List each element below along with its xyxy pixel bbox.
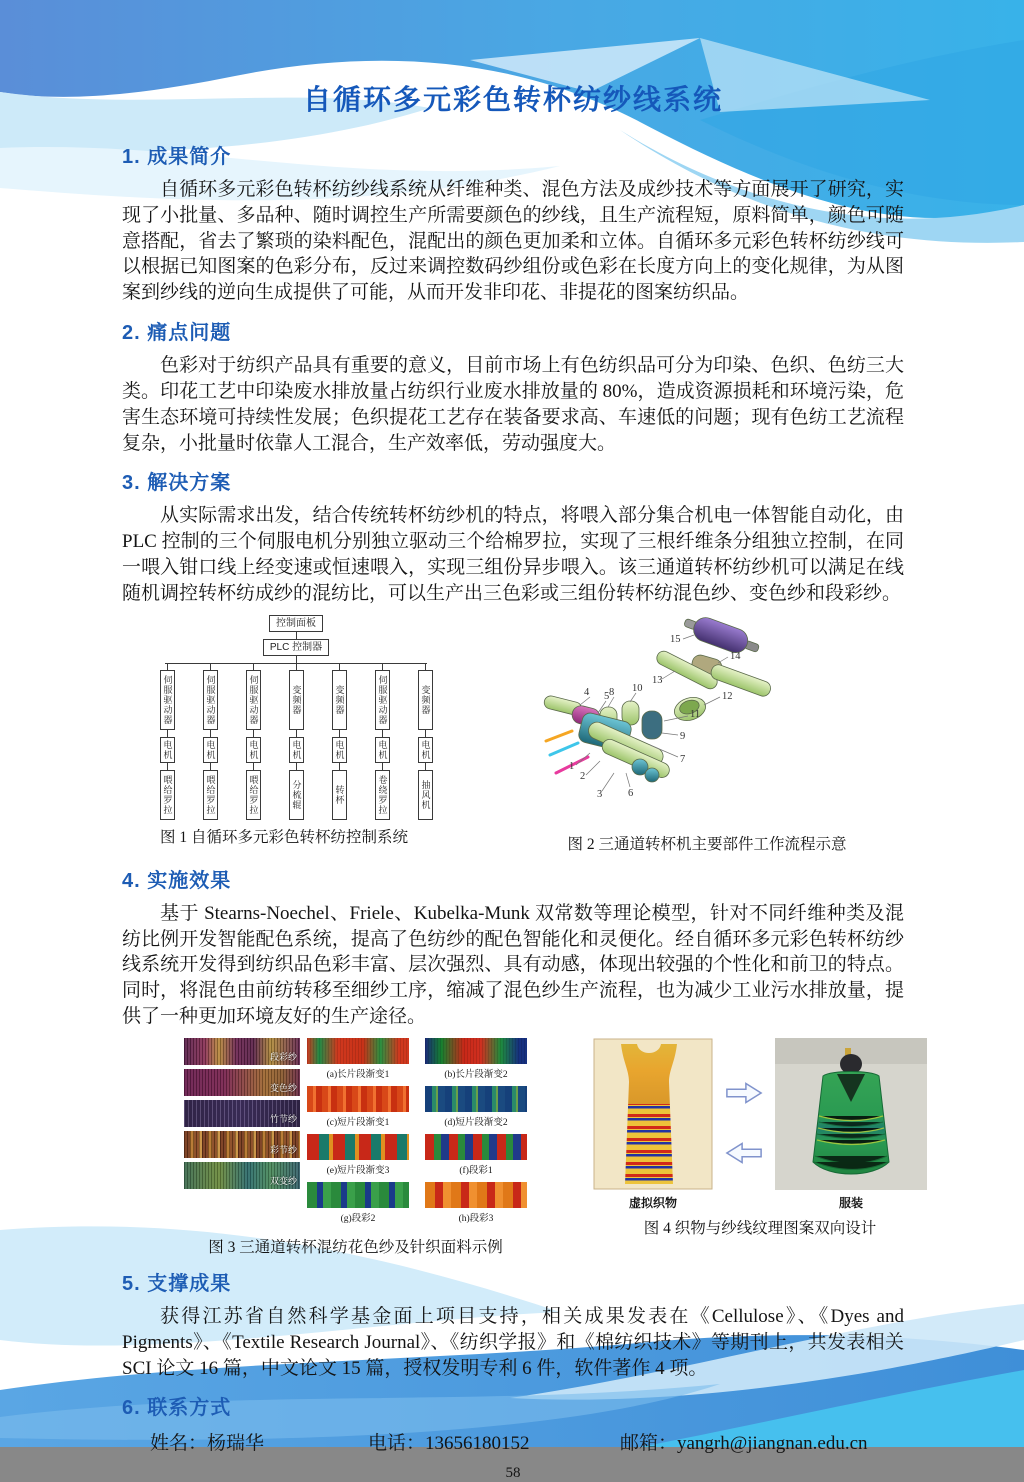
garment-photo (775, 1038, 927, 1190)
figure-1 (122, 615, 446, 847)
section-heading-5: 5. 支撑成果 (122, 1272, 232, 1295)
diagram-column (191, 663, 229, 820)
yarn-photo (184, 1069, 300, 1096)
diagram-box-load: 转杯 (332, 770, 347, 820)
yarn-label: 竹节纱 (269, 1113, 297, 1124)
machine-parts (543, 611, 773, 782)
garment-label: 服装 (838, 1195, 863, 1210)
part-number: 8 (609, 686, 615, 698)
section-heading-3: 3. 解决方案 (122, 472, 232, 495)
gear-2 (645, 768, 659, 782)
figure-3 (184, 1038, 527, 1257)
diagram-box-driver: 变频器 (289, 670, 304, 730)
diagram-box-load: 喂给罗拉 (246, 770, 261, 820)
fabric-swatch (307, 1086, 409, 1112)
swatch-caption: (b)长片段渐变2 (444, 1069, 508, 1080)
diagram-bus-line (165, 663, 427, 664)
diagram-connector (296, 656, 297, 663)
diagram-columns (146, 663, 446, 820)
diagram-box-load: 分梳辊 (289, 770, 304, 820)
part-number: 10 (632, 682, 643, 694)
diagram-box-load: 喂给罗拉 (203, 770, 218, 820)
part-number: 11 (690, 708, 701, 720)
diagram-box-motor: 电机 (375, 737, 390, 763)
contact-phone: 电话：13656180152 (368, 1433, 530, 1455)
diagram-box-motor: 电机 (203, 737, 218, 763)
part-number: 3 (597, 788, 603, 800)
yarn-photo (184, 1038, 300, 1065)
part-number: 5 (604, 690, 610, 702)
diagram-column (234, 663, 272, 820)
diagram-column (277, 663, 315, 820)
yarn-photo (184, 1100, 300, 1127)
diagram-box-motor: 电机 (160, 737, 175, 763)
part-number: 13 (652, 674, 663, 686)
fabric-swatch (307, 1182, 409, 1208)
figure-row-1 (122, 615, 904, 854)
section-heading-4: 4. 实施效果 (122, 869, 232, 892)
figure-4 (593, 1038, 927, 1238)
fabric-swatch (307, 1134, 409, 1160)
part-number: 2 (580, 770, 586, 782)
part-number: 4 (584, 686, 590, 698)
delivery-shaft-2 (709, 663, 772, 698)
virtual-fabric-item (593, 1038, 713, 1211)
figure-row-2 (122, 1038, 904, 1257)
figure-2 (542, 615, 872, 854)
diagram-box-control-panel: 控制面板 (269, 615, 323, 632)
section-2-paragraph: 色彩对于纺织产品具有重要的意义，目前市场上有色纺织品可分为印染、色织、色纺三大类。印花工艺中印染废水排放量占纺织行业废水排放量的 80%，造成资源损耗和环境污染，危害生态环境可持续性发展；色织提花工艺存在装备要求高、车速低的问题；现有色纺工艺流程复杂，小批量时依靠人工混合，生产效率低，劳动强度大。 (122, 355, 904, 454)
diagram-column (363, 663, 401, 820)
yarn-photo (184, 1131, 300, 1158)
section-1-paragraph: 自循环多元彩色转杯纺纱线系统从纤维种类、混色方法及成纱技术等方面展开了研究，实现了小批量、多品种、随时调控生产所需要颜色的纱线，且生产流程短，原料简单，颜色可随意搭配，省去了繁琐的染料配色，混配出的颜色更加柔和立体。自循环多元彩色转杯纺纱线可以根据已知图案的色彩分布，反过来调控数码纱组份或色彩在长度方向上的变化规律，为从图案到纱线的逆向生成提供了可能，从而开发非印花、非提花的图案纺织品。 (122, 179, 904, 304)
fabric-swatch-column (307, 1038, 409, 1230)
section-5-paragraph: 获得江苏省自然科学基金面上项目支持，相关成果发表在《Cellulose》、《Dyes and Pigments》、《Textile Research Journal》、《纺织学报》和《棉纺织技术》等期刊上，共发表相关 SCI 论文 16 篇，中文论文 15 篇，授权发明专利 6 件，软件著作 4 项。 (122, 1305, 904, 1379)
fabric-swatch (425, 1038, 527, 1064)
part-number: 9 (680, 730, 686, 742)
diagram-box-driver: 变频器 (332, 670, 347, 730)
figure-2-machine-diagram (542, 615, 872, 827)
figure-2-caption: 图 2 三通道转杯机主要部件工作流程示意 (567, 835, 847, 853)
diagram-column (320, 663, 358, 820)
diagram-box-motor: 电机 (246, 737, 261, 763)
contact-name: 姓名：杨瑞华 (150, 1433, 265, 1455)
bidirectional-arrows (725, 1080, 763, 1166)
contact-row (150, 1428, 904, 1455)
figure-1-control-diagram (146, 615, 446, 820)
swatch-caption: (g)段彩2 (340, 1213, 376, 1224)
fabric-swatch-columns (307, 1038, 527, 1230)
yarn-label: 段彩纱 (269, 1051, 297, 1062)
right-arrow-icon (725, 1080, 763, 1106)
figure-1-caption: 图 1 自循环多元彩色转杯纺控制系统 (159, 828, 408, 846)
contact-email: 邮箱：yangrh@jiangnan.edu.cn (620, 1433, 868, 1455)
swatch-caption: (h)段彩3 (458, 1213, 494, 1224)
swatch-caption: (a)长片段渐变1 (326, 1069, 390, 1080)
swatch-caption: (d)短片段渐变2 (444, 1117, 508, 1128)
section-heading-6: 6. 联系方式 (122, 1397, 232, 1420)
yarn-photo (184, 1162, 300, 1189)
diagram-box-motor: 电机 (418, 737, 433, 763)
section-4-paragraph: 基于 Stearns-Noechel、Friele、Kubelka-Munk 双常数等理论模型，针对不同纤维种类及混纺比例开发智能配色系统，提高了色纺纱的配色智能化和灵便化。经自循环多元彩色转杯纺纱线系统开发得到纺织品色彩丰富、层次强烈、具有动感，体现出较强的个性化和前卫的特点。同时，将混色由前纺转移至细纱工序，缩减了混色纱生产流程，也为减少工业污水排放量，提供了一种更加环境友好的生产途径。 (122, 902, 904, 1028)
diagram-column (406, 663, 444, 820)
figure-3-caption: 图 3 三通道转杯混纺花色纱及针织面料示例 (208, 1238, 503, 1256)
part-number: 7 (680, 753, 686, 765)
virtual-fabric-image (593, 1038, 713, 1190)
diagram-box-driver: 伺服驱动器 (160, 670, 175, 730)
diagram-box-driver: 变频器 (418, 670, 433, 730)
part-number: 6 (628, 787, 634, 799)
diagram-box-motor: 电机 (289, 737, 304, 763)
fabric-swatch (307, 1038, 409, 1064)
left-arrow-icon (725, 1140, 763, 1166)
cyan-arrow-icon (550, 743, 578, 755)
part-number: 12 (722, 690, 733, 702)
diagram-box-plc: PLC 控制器 (263, 639, 329, 656)
swatch-caption: (f)段彩1 (459, 1165, 493, 1176)
diagram-box-driver: 伺服驱动器 (246, 670, 261, 730)
figure-3-grid (184, 1038, 527, 1230)
yarn-label: 双变纱 (269, 1175, 297, 1186)
figure-4-caption: 图 4 织物与纱线纹理图案双向设计 (643, 1219, 877, 1237)
garment-photo-item (775, 1038, 927, 1211)
fabric-swatch-column (425, 1038, 527, 1230)
virtual-fabric-label: 虚拟织物 (628, 1195, 677, 1210)
page-number: 58 (505, 1465, 521, 1482)
diagram-box-load: 喂给罗拉 (160, 770, 175, 820)
orange-arrow-icon (546, 731, 572, 741)
fabric-swatch (425, 1134, 527, 1160)
diagram-box-driver: 伺服驱动器 (203, 670, 218, 730)
figure-4-row (593, 1038, 927, 1211)
part-number: 15 (670, 633, 681, 645)
fabric-swatch (425, 1086, 527, 1112)
diagram-column (148, 663, 186, 820)
yarn-label: 彩节纱 (269, 1144, 297, 1155)
diagram-box-driver: 伺服驱动器 (375, 670, 390, 730)
yarn-label: 变色纱 (269, 1082, 297, 1093)
part-number: 14 (730, 650, 741, 662)
section-heading-1: 1. 成果简介 (122, 146, 232, 168)
diagram-connector (296, 632, 297, 639)
diagram-box-motor: 电机 (332, 737, 347, 763)
section-3-paragraph: 从实际需求出发，结合传统转杯纺纱机的特点，将喂入部分集合机电一体智能自动化，由 PLC 控制的三个伺服电机分别独立驱动三个给棉罗拉，实现了三根纤维条分组独立控制，在同一喂入钳口线上经变速或恒速喂入，实现三组份异步喂入。该三通道转杯纺纱机可以满足在线随机调控转杯纺成纱的混纺比，可以生产出三色彩或三组份转杯纺混色纱、变色纱和段彩纱。 (122, 505, 904, 604)
page-title: 自循环多元彩色转杯纺纱线系统 (302, 84, 723, 115)
diagram-box-load: 抽风机 (418, 770, 433, 820)
diagram-box-load: 卷绕罗拉 (375, 770, 390, 820)
yarn-photo-column (184, 1038, 300, 1230)
fabric-swatch (425, 1182, 527, 1208)
swatch-caption: (e)短片段渐变3 (326, 1165, 390, 1176)
section-heading-2: 2. 痛点问题 (122, 322, 232, 345)
combing-unit (642, 711, 662, 739)
part-number: 1 (569, 760, 575, 772)
swatch-caption: (c)短片段渐变1 (326, 1117, 390, 1128)
